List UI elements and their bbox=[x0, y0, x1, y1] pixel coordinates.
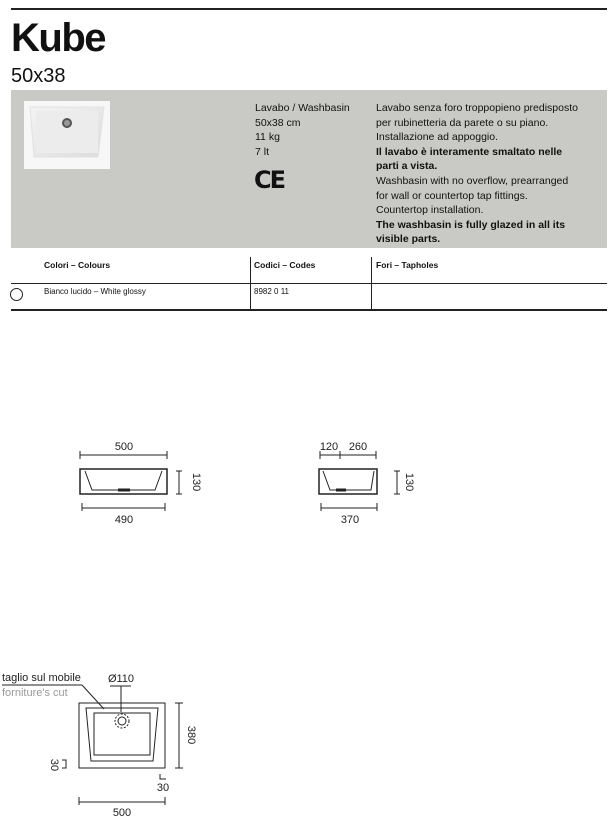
header-tapholes: Fori – Tapholes bbox=[376, 260, 439, 270]
front-height: 130 bbox=[190, 472, 202, 492]
desc-it-bold-line: parti a vista. bbox=[376, 160, 438, 173]
cut-label-en: forniture's cut bbox=[2, 687, 68, 699]
side-height: 130 bbox=[403, 472, 415, 492]
cell-code: 8982 0 11 bbox=[254, 287, 289, 296]
desc-it-line: per rubinetteria da parete o su piano. bbox=[376, 116, 549, 129]
spec-volume: 7 lt bbox=[255, 145, 270, 158]
ce-mark: CE bbox=[254, 166, 285, 194]
front-top-width: 500 bbox=[114, 441, 134, 453]
plan-margin-bottom: 30 bbox=[156, 782, 170, 794]
side-offset-b: 260 bbox=[348, 441, 368, 453]
header-colours: Colori – Colours bbox=[44, 260, 111, 270]
cut-label: taglio sul mobile bbox=[2, 672, 81, 684]
plan-view bbox=[2, 685, 183, 805]
spec-type: Lavabo / Washbasin bbox=[255, 102, 350, 114]
product-title: Kube bbox=[11, 16, 105, 60]
desc-en-line: for wall or countertop tap fittings. bbox=[376, 189, 528, 202]
front-bottom-width: 490 bbox=[114, 514, 134, 526]
desc-it-line: Installazione ad appoggio. bbox=[376, 131, 499, 144]
product-size: 50x38 bbox=[11, 65, 66, 87]
desc-it-line: Lavabo senza foro troppopieno predisposto bbox=[376, 102, 578, 114]
side-bottom-width: 370 bbox=[340, 514, 360, 526]
spec-weight: 11 kg bbox=[255, 131, 280, 144]
spec-dimensions: 50x38 cm bbox=[255, 116, 301, 129]
plan-width: 500 bbox=[112, 807, 132, 819]
desc-it-bold-line: Il lavabo è interamente smaltato nelle bbox=[376, 145, 563, 158]
plan-margin-left: 30 bbox=[48, 758, 60, 772]
desc-en-bold-line: The washbasin is fully glazed in all its bbox=[376, 218, 566, 231]
side-view bbox=[319, 451, 400, 511]
drain-diameter: Ø110 bbox=[107, 673, 135, 685]
plan-depth: 380 bbox=[185, 725, 197, 745]
desc-en-line: Washbasin with no overflow, prearranged bbox=[376, 174, 569, 187]
front-view bbox=[80, 451, 182, 511]
desc-en-bold-line: visible parts. bbox=[376, 233, 441, 246]
header-codes: Codici – Codes bbox=[254, 260, 316, 270]
desc-en-line: Countertop installation. bbox=[376, 204, 484, 217]
side-offset-a: 120 bbox=[319, 441, 339, 453]
cell-colour: Bianco lucido – White glossy bbox=[44, 287, 146, 296]
